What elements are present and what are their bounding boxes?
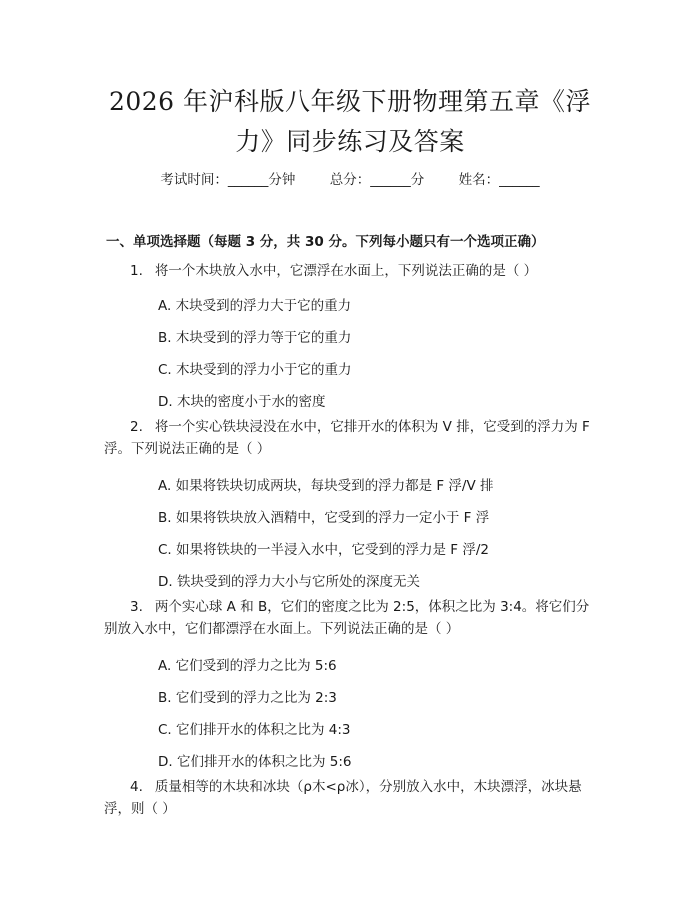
option-1a: A. 木块受到的浮力大于它的重力 [158, 298, 352, 314]
option-1c: C. 木块受到的浮力小于它的重力 [158, 362, 352, 378]
question-1 [104, 260, 598, 282]
title-line-2: 力》同步练习及答案 [235, 127, 465, 156]
option-2a: A. 如果将铁块切成两块，每块受到的浮力都是 F 浮/V 排 [158, 478, 494, 494]
question-number: 2. [130, 419, 143, 435]
option-1d: D. 木块的密度小于水的密度 [158, 394, 326, 410]
total-score-label: 总分： [329, 172, 371, 188]
section-heading-single-choice: 一、单项选择题（每题 3 分，共 30 分。下列每小题只有一个选项正确） [106, 234, 545, 250]
document-title [60, 82, 640, 162]
question-text: 将一个木块放入水中，它漂浮在水面上，下列说法正确的是（ ） [154, 263, 538, 279]
option-3d: D. 它们排开水的体积之比为 5:6 [158, 754, 352, 770]
exam-time-unit: 分钟 [268, 172, 296, 188]
question-3 [104, 596, 598, 640]
exam-time-label: 考试时间： [160, 172, 228, 188]
question-2 [104, 416, 598, 460]
student-name-label: 姓名： [458, 172, 500, 188]
option-3b: B. 它们受到的浮力之比为 2:3 [158, 690, 337, 706]
option-3c: C. 它们排开水的体积之比为 4:3 [158, 722, 351, 738]
option-2b: B. 如果将铁块放入酒精中，它受到的浮力一定小于 F 浮 [158, 510, 490, 526]
student-name-blank: ______ [499, 172, 540, 188]
question-text: 将一个实心铁块浸没在水中，它排开水的体积为 V 排，它受到的浮力为 F 浮。下列说法正确的是（ ） [104, 419, 590, 457]
question-number: 1. [130, 263, 143, 279]
title-line-1: 2026 年沪科版八年级下册物理第五章《浮 [108, 87, 592, 116]
question-text: 质量相等的木块和冰块（ρ木<ρ冰），分别放入水中，木块漂浮，冰块悬浮，则（ ） [104, 779, 582, 817]
exam-time-blank: ______ [227, 172, 269, 188]
option-3a: A. 它们受到的浮力之比为 5:6 [158, 658, 337, 674]
total-score-blank: ______ [370, 172, 411, 188]
question-4 [104, 776, 598, 820]
option-2c: C. 如果将铁块的一半浸入水中，它受到的浮力是 F 浮/2 [158, 542, 489, 558]
total-score-unit: 分 [410, 172, 425, 188]
question-number: 3. [130, 599, 143, 615]
option-1b: B. 木块受到的浮力等于它的重力 [158, 330, 352, 346]
option-2d: D. 铁块受到的浮力大小与它所处的深度无关 [158, 574, 420, 590]
question-text: 两个实心球 A 和 B，它们的密度之比为 2:5，体积之比为 3:4。将它们分别放入水中，它们都漂浮在水面上。下列说法正确的是（ ） [104, 599, 590, 637]
question-number: 4. [130, 779, 143, 795]
exam-meta-line [0, 168, 700, 188]
